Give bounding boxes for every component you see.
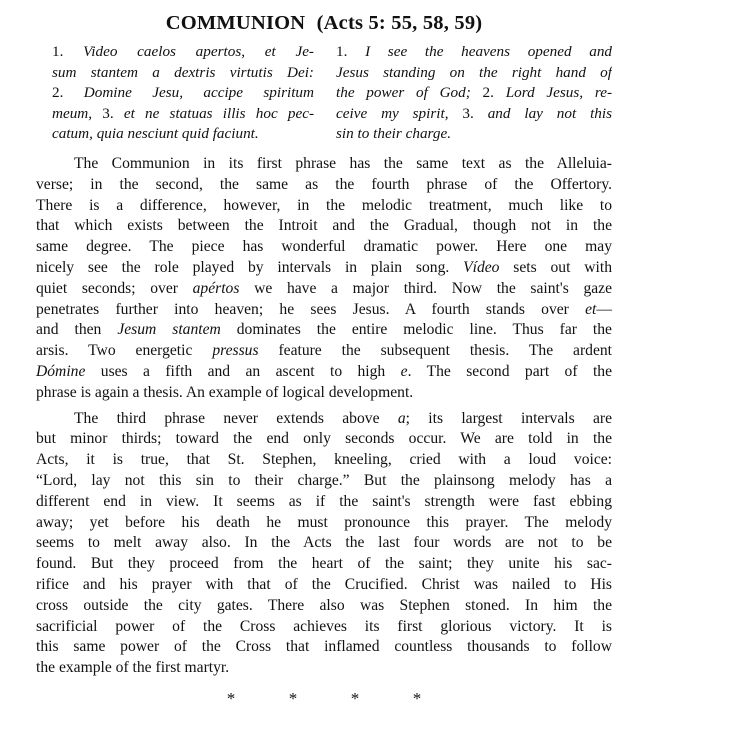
verse-number: 1.	[336, 43, 366, 60]
commentary-paragraph-2	[36, 409, 612, 679]
latin-text: et ne statuas illis hoc pec-	[123, 104, 314, 122]
paragraph-line: verse; in the second, the same as the fourth phrase of the Offertory.	[36, 175, 612, 193]
verse-number: 3.	[448, 104, 488, 122]
emphasis-term: et	[585, 300, 597, 318]
commentary-paragraph-1	[36, 154, 612, 404]
paragraph-line: penetrates further into heaven; he sees Jesus. A fourth stands over et—	[36, 300, 612, 318]
emphasis-term: Jesum stantem	[117, 321, 221, 339]
english-line	[336, 42, 612, 63]
paragraph-line: quiet seconds; over apértos we have a major third. Now the saint's gaze	[36, 279, 612, 297]
section-separator	[36, 689, 612, 709]
latin-line	[52, 124, 314, 145]
paragraph-line: found. But they proceed from the heart of the saint; they unite his sac-	[36, 555, 612, 573]
paragraph-line: this same power of the Cross that inflamed countless thousands to follow	[36, 638, 612, 656]
verse-number: 2.	[52, 84, 84, 102]
verse-number: 3.	[92, 104, 124, 122]
separator-asterisk: *	[412, 688, 422, 708]
english-text: Lord Jesus, re-	[505, 84, 612, 102]
paragraph-line: same degree. The piece has wonderful dramatic power. Here one may	[36, 238, 612, 256]
verse-number: 2.	[470, 84, 506, 102]
verse-number: 1.	[52, 43, 84, 60]
paragraph-line: seems to melt away also. In the Acts the last four words are not to be	[36, 534, 612, 552]
english-text: Jesus standing on the right hand of	[336, 63, 612, 81]
paragraph-line: that which exists between the Introit and the Gradual, though not in the	[36, 217, 612, 235]
english-text: I see the heavens opened and	[365, 43, 612, 60]
latin-line	[52, 42, 314, 63]
english-line	[336, 104, 612, 125]
document-page	[36, 10, 612, 709]
latin-text: Video caelos apertos, et Je-	[83, 43, 314, 60]
latin-line	[52, 104, 314, 125]
emphasis-term: Dómine	[36, 362, 86, 380]
page-title	[36, 10, 612, 36]
latin-line	[52, 83, 314, 104]
paragraph-line: phrase is again a thesis. An example of logical development.	[36, 383, 414, 401]
emphasis-term: e	[400, 362, 408, 380]
paragraph-line: different end in view. It seems as if the saint's strength were fast ebbing	[36, 492, 612, 510]
english-line	[336, 63, 612, 84]
paragraph-line: Acts, it is true, that St. Stephen, kneeling, cried with a loud voice:	[36, 451, 612, 469]
paragraph-line: sacrificial power of the Cross achieves its first glorious victory. It is	[36, 617, 612, 635]
paragraph-line: arsis. Two energetic pressus feature the subsequent thesis. The ardent	[36, 342, 613, 360]
title-reference: (Acts 5: 55, 58, 59)	[316, 12, 483, 34]
paragraph-line: The Communion in its first phrase has the same text as the Alleluia-	[74, 154, 612, 172]
english-text: sin to their charge.	[336, 125, 452, 143]
paragraph-line: and then Jesum stantem dominates the entire melodic line. Thus far the	[36, 321, 612, 339]
latin-text: Domine Jesu, accipe spiritum	[83, 84, 314, 102]
separator-asterisk: *	[226, 688, 236, 708]
english-text: the power of God;	[336, 84, 471, 102]
english-text: ceive my spirit,	[336, 104, 449, 122]
english-line	[336, 83, 612, 104]
emphasis-term: apértos	[192, 279, 240, 297]
emphasis-term: a	[397, 409, 406, 427]
latin-line	[52, 63, 314, 84]
english-line	[336, 124, 612, 145]
paragraph-line: rifice and his prayer with that of the Crucified. Christ was nailed to His	[36, 575, 612, 593]
paragraph-line: but minor thirds; toward the end only seconds occur. We are told in the	[36, 430, 612, 448]
title-text: COMMUNION	[165, 12, 306, 34]
latin-text: sum stantem a dextris virtutis Dei:	[52, 63, 314, 81]
separator-asterisk: *	[350, 688, 360, 708]
emphasis-term: pressus	[212, 342, 259, 360]
separator-asterisk: *	[288, 688, 298, 708]
paragraph-line: The third phrase never extends above a; its largest intervals are	[74, 409, 612, 427]
paragraph-line: away; yet before his death he must pronounce this prayer. The melody	[36, 513, 612, 531]
emphasis-term: Vídeo	[463, 258, 500, 276]
paragraph-line: There is a difference, however, in the melodic treatment, much like to	[36, 196, 612, 214]
latin-text: catum, quia nesciunt quid faciunt.	[52, 125, 259, 143]
latin-text: meum,	[52, 104, 93, 122]
paragraph-line: the example of the first martyr.	[36, 659, 230, 677]
english-translation-column	[336, 42, 612, 145]
text-columns	[36, 42, 612, 145]
latin-text-column	[36, 42, 314, 145]
paragraph-line: cross outside the city gates. There also was Stephen stoned. In him the	[36, 596, 612, 614]
paragraph-line: Dómine uses a fifth and an ascent to high e. The second part of the	[36, 362, 612, 380]
paragraph-line: “Lord, lay not this sin to their charge.” But the plainsong melody has a	[36, 471, 612, 489]
english-text: and lay not this	[487, 104, 612, 122]
paragraph-line: nicely see the role played by intervals in plain song. Vídeo sets out with	[36, 258, 612, 276]
